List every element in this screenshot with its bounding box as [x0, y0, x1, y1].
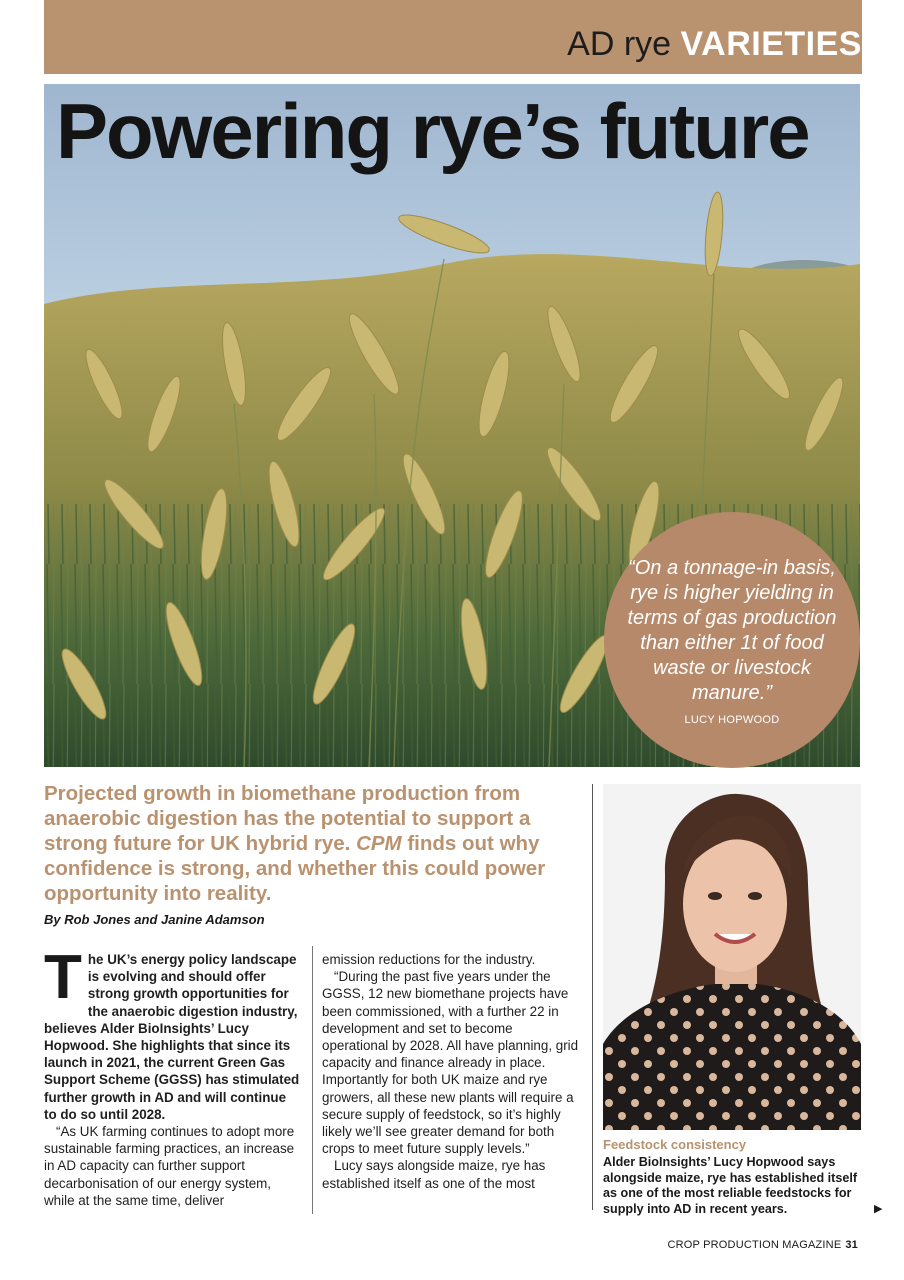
- standfirst-text-end: finds out why confidence is strong, and whether this could power opportunity into reality.: [44, 832, 546, 905]
- page-number: 31: [845, 1239, 858, 1251]
- article-paragraph: emission reductions for the industry.: [322, 952, 536, 967]
- section-label: [567, 22, 862, 66]
- headline: Powering rye’s future: [56, 87, 809, 175]
- page-footer: [667, 1239, 858, 1251]
- magazine-name: CROP PRODUCTION MAGAZINE: [667, 1239, 842, 1251]
- drop-cap: T: [44, 943, 82, 1012]
- article-paragraph: “During the past five years under the GGSS, 12 new biomethane projects have been commissioned, with a further 22 in development and set to become operational by 2028. All have planning, grid capacity and finance already in place. Importantly for both UK maize and rye growers, all these new plants will require a secure supply of feedstock, so it’s highly likely we’ll see greater demand for both crops to meet future supply levels.”: [322, 969, 579, 1157]
- continue-arrow-icon: ▶: [874, 1203, 883, 1215]
- article-paragraph: Lucy says alongside maize, rye has established itself as one of the most: [322, 1158, 546, 1191]
- article-column-1: [44, 943, 302, 1209]
- standfirst-text: Projected growth in biomethane production from anaerobic digestion has the potential to support a strong future for UK hybrid rye.: [44, 782, 531, 855]
- article-paragraph: “As UK farming continues to adopt more sustainable farming practices, an increase in AD capacity can further support decarbonisation of our energy system, while at the same time, deliver: [44, 1124, 295, 1208]
- portrait-photo-lucy-hopwood: [603, 784, 861, 1130]
- article-lead-text: he UK’s energy policy landscape is evolving and should offer strong growth opportunities for the anaerobic digestion industry, believes Alder BioInsights’ Lucy Hopwood. She highlights that since its launch in 2021, the current Green Gas Support Scheme (GGSS) has stimulated further growth in AD and will continue to do so until 2028.: [44, 952, 300, 1122]
- byline: By Rob Jones and Janine Adamson: [44, 912, 265, 927]
- standfirst-emphasis: CPM: [356, 832, 402, 855]
- pull-quote-author: LUCY HOPWOOD: [684, 714, 780, 726]
- pull-quote-text: “On a tonnage-in basis, rye is higher yielding in terms of gas production than either 1t of food waste or livestock manure.”: [627, 557, 837, 704]
- text-column-divider: [312, 946, 313, 1214]
- column-rule: [592, 784, 593, 1210]
- photo-caption-title: Feedstock consistency: [603, 1137, 747, 1152]
- section-label-prefix: AD rye: [567, 25, 672, 63]
- photo-caption-text: Alder BioInsights’ Lucy Hopwood says alongside maize, rye has established itself as one of the most reliable feedstocks for supply into AD in recent years.: [603, 1155, 858, 1216]
- article-column-2: [322, 951, 580, 1192]
- standfirst: [44, 781, 564, 906]
- section-label-strong: VARIETIES: [680, 25, 862, 63]
- article-lead-paragraph: [44, 943, 302, 1123]
